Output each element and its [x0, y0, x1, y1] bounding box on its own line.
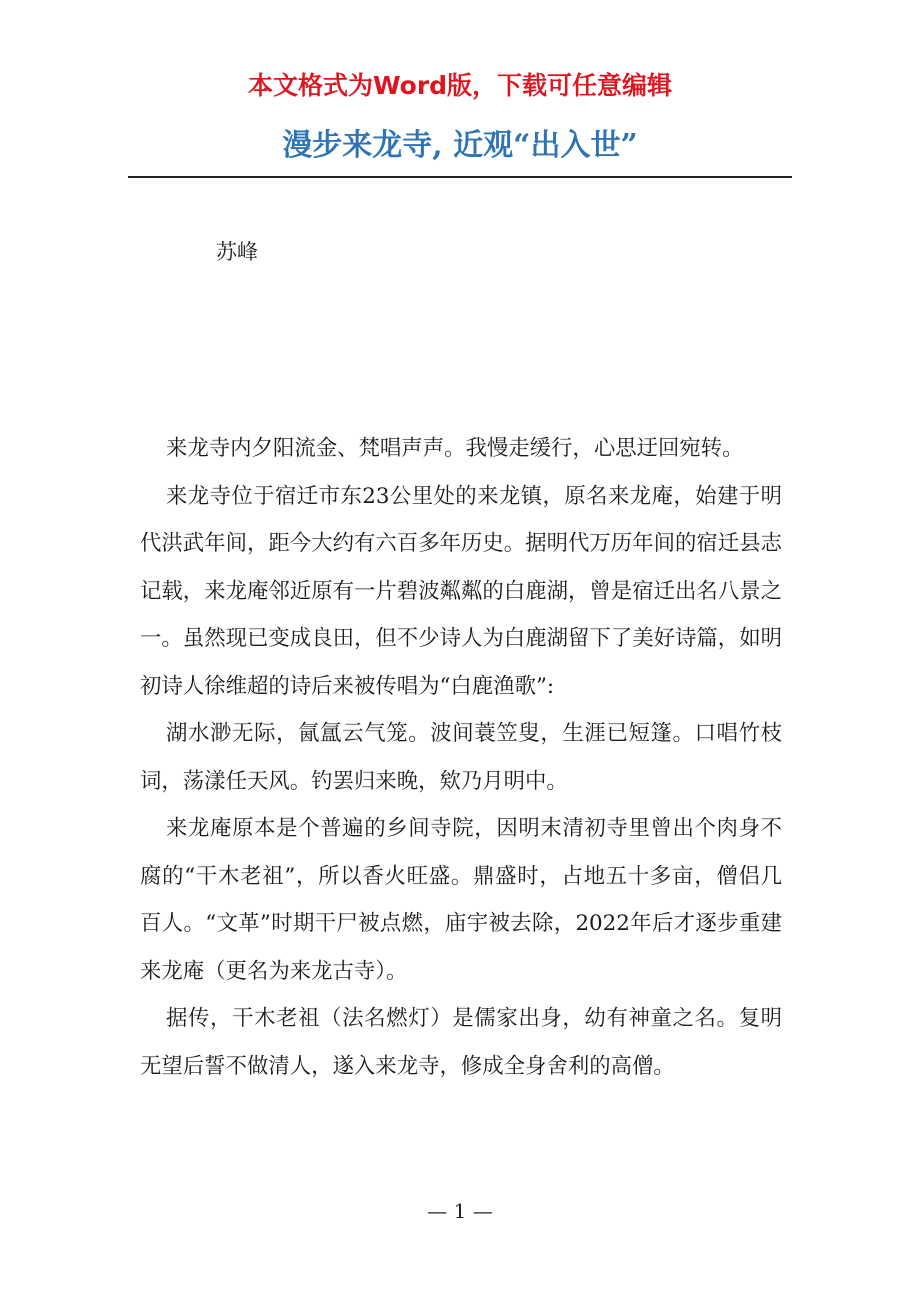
- title-divider: [128, 176, 792, 178]
- article-body: [140, 425, 782, 1090]
- paragraph: 据传，干木老祖（法名燃灯）是儒家出身，幼有神童之名。复明无望后誓不做清人，遂入来龙寺，修成全身舍利的高僧。: [140, 1006, 782, 1079]
- paragraph: 来龙庵原本是个普遍的乡间寺院，因明末清初寺里曾出个肉身不腐的“干木老祖”，所以香火旺盛。鼎盛时，占地五十多亩，僧侣几百人。“文革”时期干尸被点燃，庙宇被去除，2022年后才逐步重建来龙庵（更名为来龙古寺）。: [140, 816, 782, 984]
- paragraph: 来龙寺位于宿迁市东23公里处的来龙镇，原名来龙庵，始建于明代洪武年间，距今大约有六百多年历史。据明代万历年间的宿迁县志记载，来龙庵邻近原有一片碧波粼粼的白鹿湖，曾是宿迁出名八景之一。虽然现已变成良田，但不少诗人为白鹿湖留下了美好诗篇，如明初诗人徐维超的诗后来被传唱为“白鹿渔歌”:: [140, 483, 782, 699]
- author-name: 苏峰: [216, 240, 258, 264]
- format-notice-banner: 本文格式为Word版，下载可任意编辑: [247, 71, 673, 100]
- poem-paragraph: 湖水渺无际，氤氲云气笼。波间蓑笠叟，生涯已短篷。口唱竹枝词，荡漾任天风。钓罢归来晚，欸乃月明中。: [140, 721, 782, 794]
- page-number: — 1 —: [427, 1199, 493, 1223]
- article-title: 漫步来龙寺, 近观“出入世”: [282, 128, 638, 163]
- paragraph: 来龙寺内夕阳流金、梵唱声声。我慢走缓行，心思迂回宛转。: [166, 436, 744, 461]
